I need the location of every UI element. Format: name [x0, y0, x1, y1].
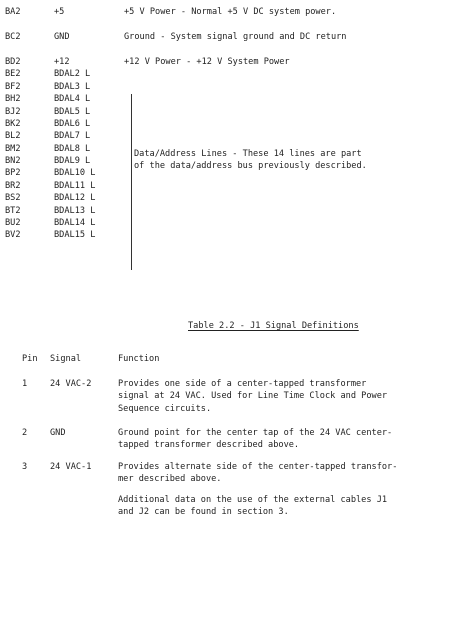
pin-id: BL2 [5, 131, 21, 142]
signal-description [124, 93, 445, 105]
pin-row [5, 81, 445, 93]
signal-name: BDAL4 L [54, 94, 91, 105]
signal-name: +12 [54, 56, 70, 67]
pin-signal-table [5, 6, 445, 242]
definition-pin: 3 [22, 462, 28, 472]
definition-row [22, 378, 447, 415]
pin-row [5, 6, 445, 18]
signal-name: GND [54, 31, 70, 42]
definition-signal: 24 VAC-2 [50, 379, 92, 389]
signal-name: BDAL3 L [54, 81, 91, 92]
table-title: Table 2.2 - J1 Signal Definitions [188, 321, 359, 331]
signal-description [124, 229, 445, 241]
pin-id: BS2 [5, 193, 21, 204]
data-address-bracket-line [131, 94, 132, 270]
signal-description: Ground - System signal ground and DC return [124, 31, 347, 42]
signal-description: +5 V Power - Normal +5 V DC system power. [124, 7, 337, 17]
pin-id: BV2 [5, 230, 21, 241]
signal-description [124, 106, 445, 118]
pin-row [5, 180, 445, 192]
pin-row [5, 229, 445, 241]
pin-id: BT2 [5, 205, 21, 216]
column-header-function: Function [118, 354, 160, 364]
definition-pin: 1 [22, 379, 28, 389]
pin-id: BA2 [5, 7, 21, 17]
signal-name: BDAL2 L [54, 69, 91, 80]
note-line: Additional data on the use of the external cables J1 [118, 495, 388, 505]
pin-id: BM2 [5, 143, 21, 154]
function-line: mer described above. [118, 474, 222, 485]
definitions-header [22, 353, 447, 365]
signal-name: BDAL5 L [54, 106, 91, 117]
signal-description [124, 130, 445, 142]
pin-row [5, 93, 445, 105]
note-line: Data/Address Lines - These 14 lines are part [134, 149, 362, 159]
signal-name: BDAL9 L [54, 156, 91, 167]
signal-name: BDAL13 L [54, 205, 96, 216]
signal-name: BDAL10 L [54, 168, 96, 179]
definition-function [118, 461, 447, 486]
function-line: Provides one side of a center-tapped transformer [118, 379, 367, 389]
signal-name: BDAL8 L [54, 143, 91, 154]
pin-row [5, 31, 445, 43]
pin-row [5, 118, 445, 130]
pin-row [5, 217, 445, 229]
pin-row [5, 205, 445, 217]
pin-row [5, 68, 445, 80]
signal-description [124, 180, 445, 192]
signal-name: BDAL11 L [54, 180, 96, 191]
note-line: of the data/address bus previously described. [134, 161, 367, 172]
column-header-signal: Signal [50, 354, 82, 364]
function-line: Ground point for the center tap of the 24 VAC center- [118, 428, 393, 438]
signal-name: BDAL6 L [54, 118, 91, 129]
pin-id: BH2 [5, 94, 21, 105]
function-line: Provides alternate side of the center-tapped transfor- [118, 462, 398, 472]
pin-id: BU2 [5, 218, 21, 229]
definition-function [118, 427, 447, 452]
pin-id: BN2 [5, 156, 21, 167]
column-header-pin: Pin [22, 354, 38, 364]
definition-row [22, 427, 447, 452]
signal-name: BDAL7 L [54, 131, 91, 142]
pin-id: BE2 [5, 69, 21, 80]
definition-pin: 2 [22, 428, 28, 438]
pin-id: BR2 [5, 180, 21, 191]
pin-row [5, 106, 445, 118]
function-line: Sequence circuits. [118, 403, 212, 414]
signal-name: BDAL15 L [54, 230, 96, 241]
note-line: and J2 can be found in section 3. [118, 507, 289, 518]
data-address-note [134, 148, 434, 173]
additional-note [118, 494, 448, 519]
signal-description [124, 192, 445, 204]
pin-id: BP2 [5, 168, 21, 179]
signal-name: BDAL12 L [54, 193, 96, 204]
pin-id: BK2 [5, 118, 21, 129]
signal-name: BDAL14 L [54, 218, 96, 229]
signal-description: +12 V Power - +12 V System Power [124, 56, 290, 67]
pin-id: BJ2 [5, 106, 21, 117]
definition-function [118, 378, 447, 415]
pin-id: BD2 [5, 56, 21, 67]
pin-id: BF2 [5, 81, 21, 92]
signal-description [124, 205, 445, 217]
pin-row [5, 56, 445, 68]
signal-description [124, 217, 445, 229]
signal-description [124, 68, 445, 80]
pin-row [5, 192, 445, 204]
signal-description [124, 81, 445, 93]
definition-row [22, 461, 447, 486]
function-line: signal at 24 VAC. Used for Line Time Clock and Power [118, 391, 388, 402]
definition-signal: 24 VAC-1 [50, 462, 92, 472]
definition-signal: GND [50, 428, 66, 438]
pin-id: BC2 [5, 31, 21, 42]
signal-name: +5 [54, 7, 65, 17]
signal-description [124, 118, 445, 130]
pin-row [5, 130, 445, 142]
function-line: tapped transformer described above. [118, 440, 300, 451]
